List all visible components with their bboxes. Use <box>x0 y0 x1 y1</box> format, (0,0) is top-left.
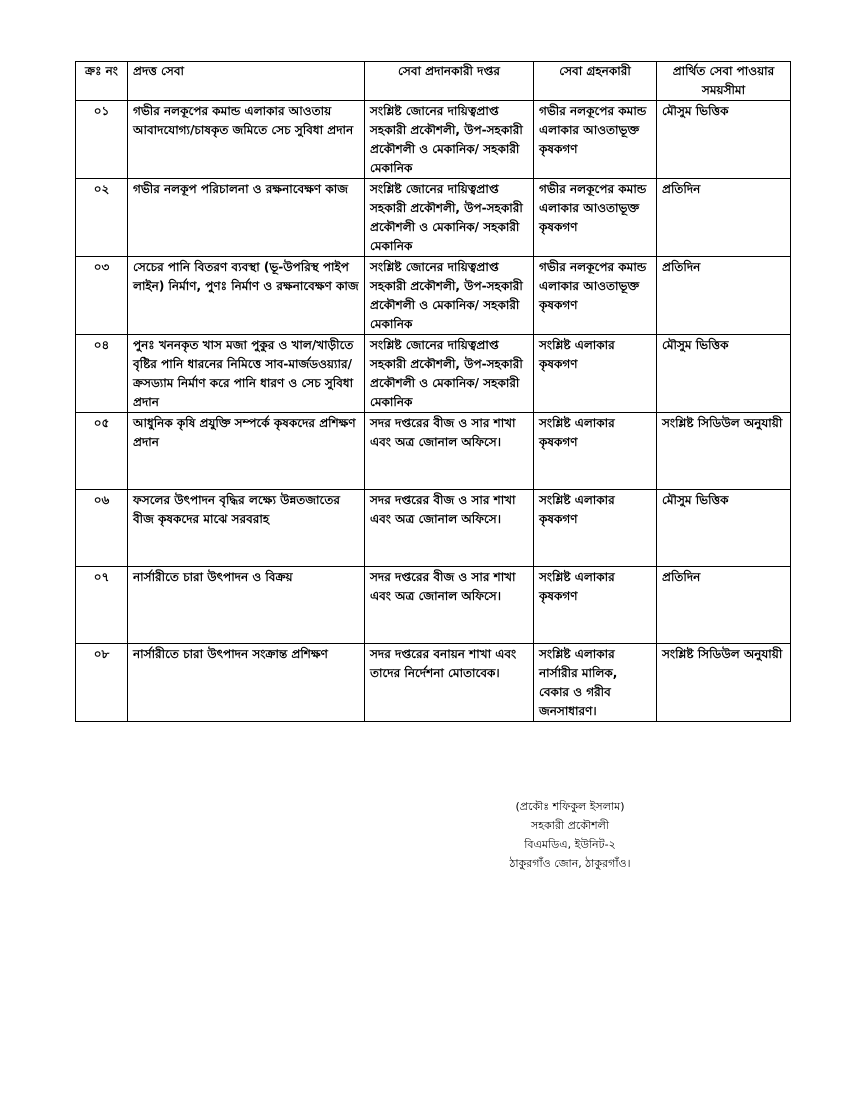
header-timeframe: প্রার্থিত সেবা পাওয়ার সময়সীমা <box>657 62 791 101</box>
cell-timeframe: প্রতিদিন <box>657 257 791 335</box>
cell-receiver: সংশ্লিষ্ট এলাকার কৃষকগণ <box>534 490 657 567</box>
cell-service: গভীর নলকূপ পরিচালনা ও রক্ষনাবেক্ষণ কাজ <box>128 179 365 257</box>
cell-timeframe: সংশ্লিষ্ট সিডিউল অনুযায়ী <box>657 644 791 722</box>
cell-receiver: সংশ্লিষ্ট এলাকার কৃষকগণ <box>534 335 657 413</box>
cell-office: সংশ্লিষ্ট জোনের দায়িত্বপ্রাপ্ত সহকারী প্রকৌশলী, উপ-সহকারী প্রকৌশলী ও মেকানিক/ সহকারী মেকানিক <box>365 101 534 179</box>
table-row <box>76 101 791 179</box>
cell-timeframe: মৌসুম ভিত্তিক <box>657 490 791 567</box>
cell-receiver: সংশ্লিষ্ট এলাকার কৃষকগণ <box>534 413 657 490</box>
signatory-unit: বিএমডিএ, ইউনিট-২ <box>524 838 616 851</box>
signatory-zone: ঠাকুরগাঁও জোন, ঠাকুরগাঁও। <box>509 857 631 870</box>
cell-office: সদর দপ্তরের বীজ ও সার শাখা এবং অত্র জোনাল অফিসে। <box>365 567 534 644</box>
cell-service: সেচের পানি বিতরণ ব্যবস্থা (ভূ-উপরিস্থ পাইপ লাইন) নির্মাণ, পুণঃ নির্মাণ ও রক্ষনাবেক্ষণ কাজ <box>128 257 365 335</box>
header-receiver: সেবা গ্রহনকারী <box>534 62 657 101</box>
cell-timeframe: মৌসুম ভিত্তিক <box>657 335 791 413</box>
cell-service: আধুনিক কৃষি প্রযুক্তি সম্পর্কে কৃষকদের প্রশিক্ষণ প্রদান <box>128 413 365 490</box>
cell-office: সংশ্লিষ্ট জোনের দায়িত্বপ্রাপ্ত সহকারী প্রকৌশলী, উপ-সহকারী প্রকৌশলী ও মেকানিক/ সহকারী মেকানিক <box>365 257 534 335</box>
cell-receiver: গভীর নলকূপের কমান্ড এলাকার আওতাভূক্ত কৃষকগণ <box>534 257 657 335</box>
signatory-name: (প্রকৌঃ শফিকুল ইসলাম) <box>515 800 625 813</box>
cell-serial: ০৫ <box>76 413 128 490</box>
cell-receiver: সংশ্লিষ্ট এলাকার নার্সারীর মালিক, বেকার ও গরীব জনসাধারণ। <box>534 644 657 722</box>
table-row <box>76 335 791 413</box>
cell-receiver: সংশ্লিষ্ট এলাকার কৃষকগণ <box>534 567 657 644</box>
table-row <box>76 179 791 257</box>
cell-serial: ০১ <box>76 101 128 179</box>
cell-serial: ০২ <box>76 179 128 257</box>
table-row <box>76 257 791 335</box>
cell-service: ফসলের উৎপাদন বৃদ্ধির লক্ষ্যে উন্নতজাতের বীজ কৃষকদের মাঝে সরবরাহ <box>128 490 365 567</box>
table-row <box>76 567 791 644</box>
cell-office: সদর দপ্তরের বনায়ন শাখা এবং তাদের নির্দেশনা মোতাবেক। <box>365 644 534 722</box>
cell-office: সদর দপ্তরের বীজ ও সার শাখা এবং অত্র জোনাল অফিসে। <box>365 490 534 567</box>
table-row <box>76 644 791 722</box>
header-serial: ক্রঃ নং <box>76 62 128 101</box>
cell-service: পুনঃ খননকৃত খাস মজা পুকুর ও খাল/খাড়ীতে বৃষ্টির পানি ধারনের নিমিত্তে সাব-মার্জডওয়্যার/ ক্রসড্যাম নির্মাণ করে পানি ধারণ ও সেচ সুবিধা প্রদান <box>128 335 365 413</box>
signatory-designation: সহকারী প্রকৌশলী <box>531 819 609 832</box>
table-row <box>76 413 791 490</box>
header-office: সেবা প্রদানকারী দপ্তর <box>365 62 534 101</box>
table-row <box>76 490 791 567</box>
cell-office: সদর দপ্তরের বীজ ও সার শাখা এবং অত্র জোনাল অফিসে। <box>365 413 534 490</box>
citizen-charter-table <box>75 61 791 722</box>
cell-timeframe: প্রতিদিন <box>657 179 791 257</box>
cell-office: সংশ্লিষ্ট জোনের দায়িত্বপ্রাপ্ত সহকারী প্রকৌশলী, উপ-সহকারী প্রকৌশলী ও মেকানিক/ সহকারী মেকানিক <box>365 179 534 257</box>
signature-block <box>470 797 670 873</box>
cell-timeframe: প্রতিদিন <box>657 567 791 644</box>
cell-serial: ০৪ <box>76 335 128 413</box>
cell-serial: ০৬ <box>76 490 128 567</box>
cell-service: নার্সারীতে চারা উৎপাদন ও বিক্রয় <box>128 567 365 644</box>
cell-office: সংশ্লিষ্ট জোনের দায়িত্বপ্রাপ্ত সহকারী প্রকৌশলী, উপ-সহকারী প্রকৌশলী ও মেকানিক/ সহকারী মেকানিক <box>365 335 534 413</box>
cell-serial: ০৩ <box>76 257 128 335</box>
cell-service: গভীর নলকূপের কমান্ড এলাকার আওতায় আবাদযোগ্য/চাষকৃত জমিতে সেচ সুবিধা প্রদান <box>128 101 365 179</box>
cell-timeframe: মৌসুম ভিত্তিক <box>657 101 791 179</box>
header-service: প্রদত্ত সেবা <box>128 62 365 101</box>
cell-receiver: গভীর নলকূপের কমান্ড এলাকার আওতাভূক্ত কৃষকগণ <box>534 101 657 179</box>
cell-timeframe: সংশ্লিষ্ট সিডিউল অনুযায়ী <box>657 413 791 490</box>
table-header-row <box>76 62 791 101</box>
cell-serial: ০৮ <box>76 644 128 722</box>
cell-service: নার্সারীতে চারা উৎপাদন সংক্রান্ত প্রশিক্ষণ <box>128 644 365 722</box>
cell-serial: ০৭ <box>76 567 128 644</box>
cell-receiver: গভীর নলকূপের কমান্ড এলাকার আওতাভূক্ত কৃষকগণ <box>534 179 657 257</box>
